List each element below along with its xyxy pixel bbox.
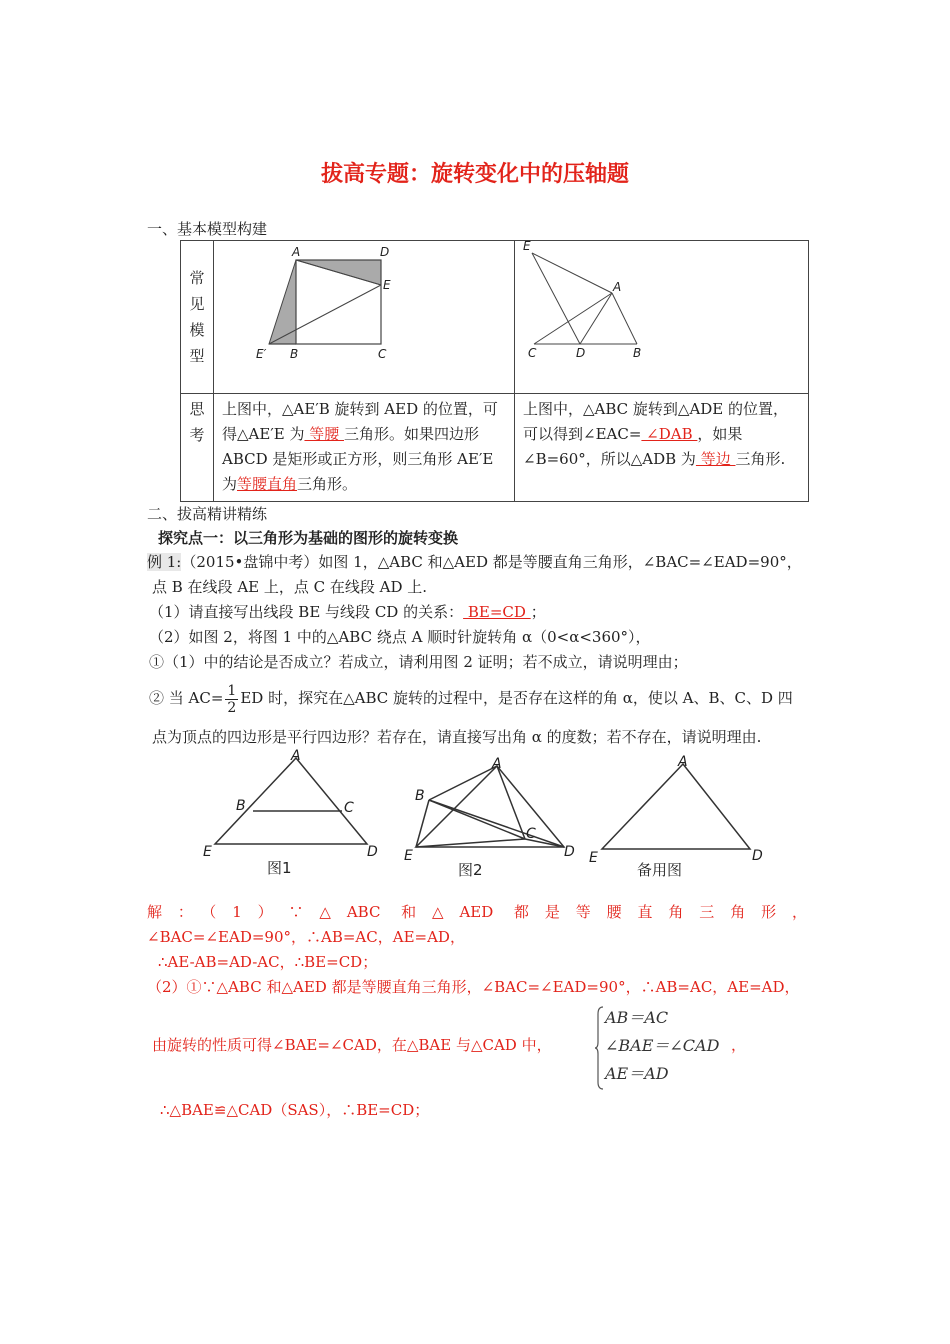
label-e: E: [404, 848, 413, 864]
solution-line-1: 解：（1）∵△ABC 和△AED 都是等腰直角三角形，: [147, 903, 807, 921]
row-label-models: [181, 241, 214, 394]
page-title: 拔高专题：旋转变化中的压轴题: [320, 162, 629, 187]
question-2: （2）如图 2，将图 1 中的△ABC 绕点 A 顺时针旋转角 α（0<α<360°），: [149, 628, 651, 646]
label-a: A: [492, 756, 502, 772]
label-b: B: [290, 347, 299, 361]
question-2-part-3: 点为顶点的四边形是平行四边形？若存在，请直接写出角 α 的度数；若不存在，请说明理由.: [152, 728, 762, 746]
label-e: E: [383, 278, 391, 292]
model-figure-left-cell: [214, 241, 515, 394]
model-figure-right-cell: [515, 241, 809, 394]
example-line-1: 例 1:（2015•盘锦中考）如图 1，△ABC 和△AED 都是等腰直角三角形，∠BAC=∠EAD=90°，: [147, 553, 802, 571]
left-brace-icon: [595, 1006, 605, 1090]
label-e: E: [589, 850, 598, 866]
label-d: D: [752, 848, 763, 864]
caption-spare-figure: 备用图: [637, 861, 683, 879]
solution-line-3: ∴AE-AB=AD-AC，∴BE=CD；: [158, 953, 378, 971]
label-a: A: [678, 754, 688, 770]
section-heading-1: 一、基本模型构建: [147, 220, 268, 238]
congruence-conditions: [595, 1004, 735, 1088]
label-b: B: [415, 788, 425, 804]
solution-line-5: 由旋转的性质可得∠BAE=∠CAD，在△BAE 与△CAD 中，: [152, 1036, 552, 1054]
condition-2: ∠BAE＝∠CAD: [605, 1036, 720, 1055]
row-label-char: 型: [189, 347, 205, 365]
example-label: 例 1:: [147, 553, 182, 571]
label-c: C: [378, 347, 387, 361]
caption-fig2: 图2: [458, 861, 483, 879]
label-c: C: [344, 800, 354, 816]
condition-3: AE＝AD: [605, 1064, 669, 1083]
fraction-one-half: $\frac{1}{2}$: [227, 682, 237, 716]
system-comma: ，: [731, 1036, 747, 1054]
answer-equilateral: 等边: [695, 450, 736, 468]
row-label-thinking: [181, 394, 214, 502]
segment-ed: [532, 253, 580, 344]
triangle-aed: [602, 764, 750, 849]
label-d: D: [380, 245, 390, 259]
thinking-left-text: 上图中，△AE′B 旋转到 AED 的位置，可得△AE′E 为 等腰 三角形。如果四边形 ABCD 是矩形或正方形，则三角形 AE′E 为等腰直角三角形。: [214, 394, 515, 502]
label-e-prime: E′: [256, 347, 267, 361]
segment-ab: [612, 293, 637, 344]
solution-line-2: ∠BAC=∠EAD=90°，∴AB=AC，AE=AD，: [147, 928, 465, 946]
answer-be-cd: BE=CD: [463, 603, 531, 621]
segment-ea: [532, 253, 612, 293]
caption-fig1: 图1: [267, 859, 292, 877]
label-d: D: [564, 844, 575, 860]
row-label-char: 考: [189, 426, 205, 444]
triangle-aed: [416, 766, 564, 847]
row-label-char: 常: [189, 269, 205, 287]
model-table: [180, 240, 809, 502]
exploration-point-heading: 探究点一：以三角形为基础的图形的旋转变换: [158, 529, 459, 547]
section-heading-2: 二、拔高精讲精练: [147, 505, 268, 523]
label-b: B: [236, 798, 246, 814]
segment-ab: [429, 766, 497, 800]
label-b: B: [633, 346, 642, 360]
label-e: E: [203, 844, 212, 860]
triangle-rotation-figure: [515, 241, 808, 389]
segment-ac: [534, 293, 612, 344]
label-d: D: [367, 844, 378, 860]
row-label-char: 见: [189, 295, 205, 313]
figure-3: [589, 754, 763, 879]
label-a: A: [291, 748, 301, 764]
condition-1: AB＝AC: [605, 1008, 669, 1027]
label-d: D: [576, 346, 586, 360]
segment-ad: [580, 293, 612, 344]
question-1: （1）请直接写出线段 BE 与线段 CD 的关系： BE=CD ；: [149, 603, 546, 621]
row-label-char: 思: [189, 400, 205, 418]
answer-isosceles: 等腰: [304, 425, 344, 443]
segment-ec: [416, 839, 525, 847]
label-c: C: [526, 826, 536, 842]
answer-angle-dab: ∠DAB: [641, 425, 698, 443]
example-figures: [195, 748, 785, 883]
example-line-2: 点 B 在线段 AE 上，点 C 在线段 AD 上.: [152, 578, 428, 596]
answer-isosceles-right: 等腰直角: [237, 475, 298, 493]
figure-1: [203, 748, 378, 877]
label-c: C: [528, 346, 537, 360]
solution-line-6: ∴△BAE≌△CAD（SAS），∴BE=CD；: [160, 1101, 430, 1119]
label-a: A: [292, 245, 301, 259]
label-a: A: [613, 280, 622, 294]
label-e: E: [523, 241, 531, 253]
solution-line-4: （2）①∵△ABC 和△AED 都是等腰直角三角形，∠BAC=∠EAD=90°，∴AB=AC，AE=AD，: [147, 978, 800, 996]
rectangle-rotation-figure: [214, 241, 514, 389]
row-label-char: 模: [189, 321, 205, 339]
figure-2: [404, 756, 575, 879]
question-2-part-2: ② 当 AC= $\frac{1}{2}$ ED 时，探究在△ABC 旋转的过程中，是否存在这样的角 α，使以 A、B、C、D 四: [149, 682, 793, 716]
thinking-right-text: 上图中，△ABC 旋转到△ADE 的位置，可以得到∠EAC= ∠DAB ，如果∠B=60°，所以△ADB 为 等边 三角形.: [515, 394, 809, 502]
question-2-part-1: ①（1）中的结论是否成立？若成立，请利用图 2 证明；若不成立，请说明理由；: [149, 653, 688, 671]
